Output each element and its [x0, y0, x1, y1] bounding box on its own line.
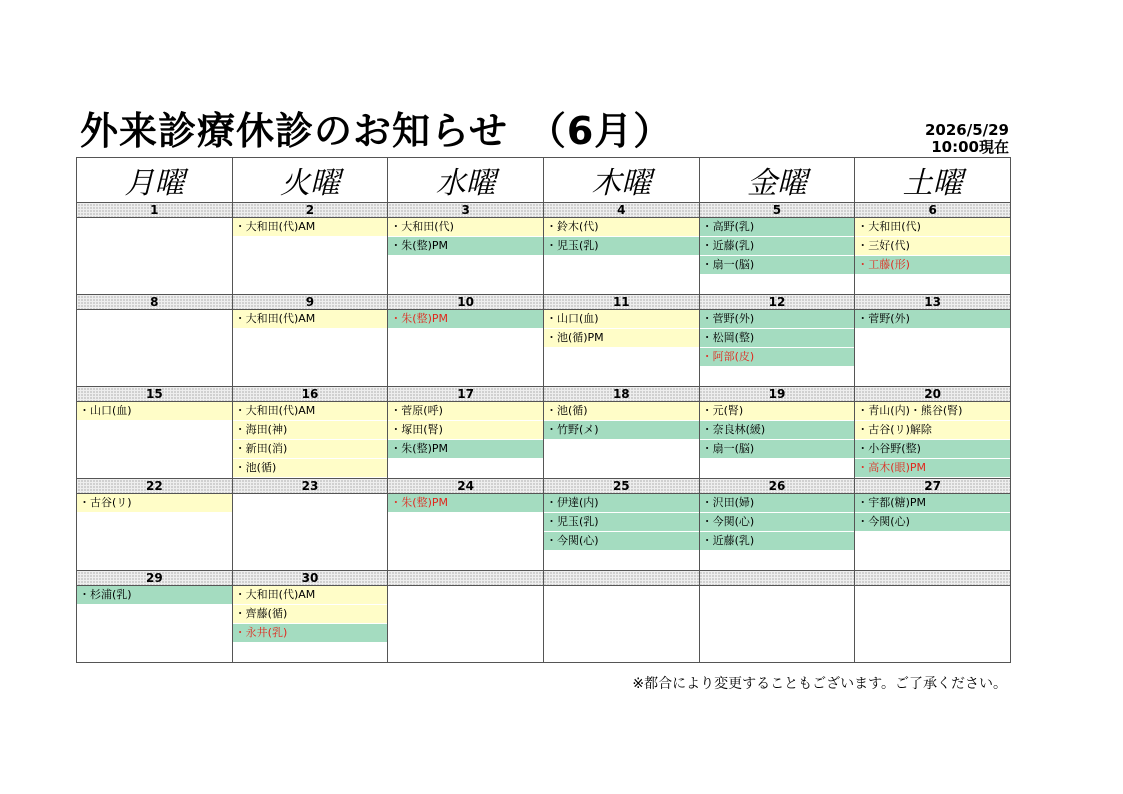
page-title: 外来診療休診のお知らせ （6月） — [80, 109, 673, 153]
day-cell — [77, 494, 233, 571]
closure-entry: ・朱(整)PM — [388, 494, 543, 513]
weekday-tue: 火曜 — [232, 158, 388, 203]
day-cell — [388, 402, 544, 479]
date-number: 4 — [543, 203, 699, 218]
closure-entry: ・塚田(腎) — [388, 421, 543, 440]
closure-entry: ・近藤(乳) — [700, 532, 855, 551]
date-number: 22 — [77, 479, 233, 494]
day-cell — [232, 218, 388, 295]
closure-calendar — [76, 157, 1011, 663]
closure-entry: ・大和田(代) — [855, 218, 1010, 237]
closure-entry: ・大和田(代)AM — [233, 310, 388, 329]
closure-entry: ・山口(血) — [544, 310, 699, 329]
day-cell — [543, 586, 699, 663]
date-number: 30 — [232, 571, 388, 586]
week-row — [77, 218, 1011, 295]
date-number: 23 — [232, 479, 388, 494]
closure-entry: ・大和田(代)AM — [233, 586, 388, 605]
closure-entry: ・奈良林(緩) — [700, 421, 855, 440]
closure-entry: ・古谷(リ)解除 — [855, 421, 1010, 440]
closure-entry: ・阿部(皮) — [700, 348, 855, 367]
closure-entry: ・朱(整)PM — [388, 237, 543, 256]
week-row — [77, 402, 1011, 479]
closure-entry: ・扇一(脳) — [700, 256, 855, 275]
closure-entry: ・大和田(代)AM — [233, 218, 388, 237]
date-number: 8 — [77, 295, 233, 310]
weekday-wed: 水曜 — [388, 158, 544, 203]
date-number — [699, 571, 855, 586]
week-row — [77, 310, 1011, 387]
closure-entry: ・朱(整)PM — [388, 440, 543, 459]
closure-entry: ・高野(乳) — [700, 218, 855, 237]
day-cell — [77, 310, 233, 387]
closure-entry: ・永井(乳) — [233, 624, 388, 643]
week-row — [77, 586, 1011, 663]
day-cell — [388, 494, 544, 571]
date-number: 19 — [699, 387, 855, 402]
closure-entry: ・扇一(脳) — [700, 440, 855, 459]
date-number — [855, 571, 1011, 586]
date-number: 5 — [699, 203, 855, 218]
closure-entry: ・宇都(糖)PM — [855, 494, 1010, 513]
date-number: 9 — [232, 295, 388, 310]
day-cell — [855, 586, 1011, 663]
date-number: 18 — [543, 387, 699, 402]
day-cell — [388, 586, 544, 663]
date-number: 10 — [388, 295, 544, 310]
update-stamp — [925, 122, 1009, 156]
day-cell — [543, 310, 699, 387]
day-cell — [388, 218, 544, 295]
update-date: 2026/5/29 — [924, 121, 1009, 139]
date-row — [77, 295, 1011, 310]
closure-entry: ・新田(消) — [233, 440, 388, 459]
update-time: 10:00現在 — [931, 138, 1009, 156]
day-cell — [77, 402, 233, 479]
closure-entry: ・山口(血) — [77, 402, 232, 421]
weekday-header-row — [77, 158, 1011, 203]
closure-entry: ・竹野(メ) — [544, 421, 699, 440]
closure-entry: ・今関(心) — [544, 532, 699, 551]
day-cell — [77, 218, 233, 295]
date-row — [77, 479, 1011, 494]
closure-entry: ・鈴木(代) — [544, 218, 699, 237]
day-cell — [232, 402, 388, 479]
closure-entry: ・工藤(形) — [855, 256, 1010, 275]
closure-entry: ・児玉(乳) — [544, 237, 699, 256]
day-cell — [855, 402, 1011, 479]
day-cell — [855, 310, 1011, 387]
day-cell — [699, 586, 855, 663]
day-cell — [388, 310, 544, 387]
date-number: 2 — [232, 203, 388, 218]
date-number — [543, 571, 699, 586]
closure-entry: ・菅野(外) — [855, 310, 1010, 329]
day-cell — [699, 494, 855, 571]
closure-entry: ・杉浦(乳) — [77, 586, 232, 605]
day-cell — [77, 586, 233, 663]
date-number: 29 — [77, 571, 233, 586]
day-cell — [543, 494, 699, 571]
day-cell — [543, 218, 699, 295]
day-cell — [232, 494, 388, 571]
day-cell — [699, 218, 855, 295]
weekday-sat: 土曜 — [855, 158, 1011, 203]
date-number: 6 — [855, 203, 1011, 218]
day-cell — [232, 310, 388, 387]
date-number — [388, 571, 544, 586]
closure-entry: ・沢田(婦) — [700, 494, 855, 513]
weekday-thu: 木曜 — [543, 158, 699, 203]
date-number: 24 — [388, 479, 544, 494]
date-number: 20 — [855, 387, 1011, 402]
closure-entry: ・三好(代) — [855, 237, 1010, 256]
closure-entry: ・松岡(整) — [700, 329, 855, 348]
closure-entry: ・小谷野(整) — [855, 440, 1010, 459]
closure-entry: ・青山(内)・熊谷(腎) — [855, 402, 1010, 421]
closure-entry: ・大和田(代)AM — [233, 402, 388, 421]
date-number: 25 — [543, 479, 699, 494]
date-row — [77, 387, 1011, 402]
date-row — [77, 571, 1011, 586]
date-row — [77, 203, 1011, 218]
closure-entry: ・伊達(内) — [544, 494, 699, 513]
date-number: 27 — [855, 479, 1011, 494]
weekday-fri: 金曜 — [699, 158, 855, 203]
day-cell — [855, 494, 1011, 571]
day-cell — [699, 310, 855, 387]
closure-entry: ・菅原(呼) — [388, 402, 543, 421]
closure-entry: ・菅野(外) — [700, 310, 855, 329]
closure-entry: ・古谷(リ) — [77, 494, 232, 513]
closure-entry: ・今関(心) — [855, 513, 1010, 532]
date-number: 13 — [855, 295, 1011, 310]
closure-entry: ・今関(心) — [700, 513, 855, 532]
closure-entry: ・池(循)PM — [544, 329, 699, 348]
closure-entry: ・朱(整)PM — [388, 310, 543, 329]
closure-entry: ・池(循) — [544, 402, 699, 421]
date-number: 1 — [77, 203, 233, 218]
day-cell — [543, 402, 699, 479]
day-cell — [232, 586, 388, 663]
date-number: 17 — [388, 387, 544, 402]
closure-entry: ・海田(神) — [233, 421, 388, 440]
date-number: 3 — [388, 203, 544, 218]
calendar-body — [77, 203, 1011, 663]
day-cell — [699, 402, 855, 479]
weekday-mon: 月曜 — [77, 158, 233, 203]
date-number: 26 — [699, 479, 855, 494]
day-cell — [855, 218, 1011, 295]
closure-entry: ・元(腎) — [700, 402, 855, 421]
week-row — [77, 494, 1011, 571]
date-number: 15 — [77, 387, 233, 402]
date-number: 11 — [543, 295, 699, 310]
closure-entry: ・大和田(代) — [388, 218, 543, 237]
closure-entry: ・高木(眼)PM — [855, 459, 1010, 478]
footnote: ※都合により変更することもございます。ご了承ください。 — [632, 676, 1007, 692]
closure-entry: ・近藤(乳) — [700, 237, 855, 256]
closure-entry: ・児玉(乳) — [544, 513, 699, 532]
closure-entry: ・池(循) — [233, 459, 388, 478]
date-number: 12 — [699, 295, 855, 310]
closure-entry: ・齊藤(循) — [233, 605, 388, 624]
date-number: 16 — [232, 387, 388, 402]
